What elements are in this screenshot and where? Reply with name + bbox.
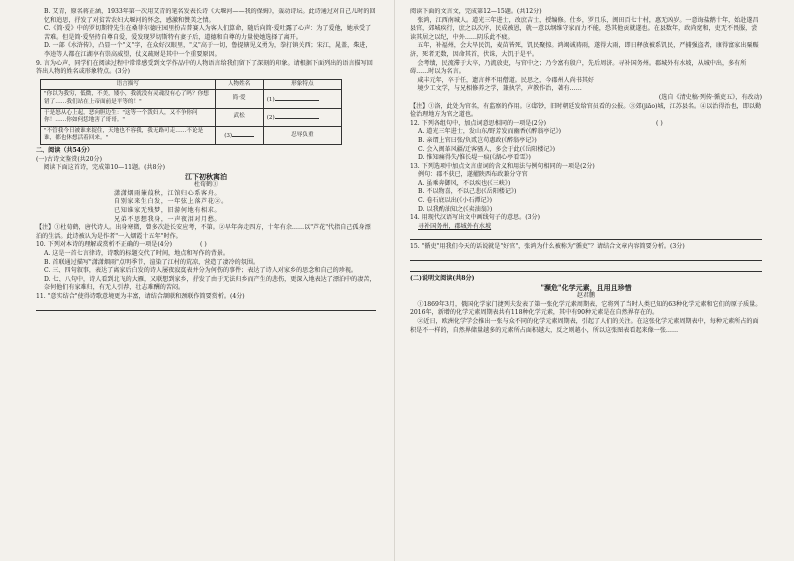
- poem-line: 潇潇烟雨蒹葭秋，江馆归心系客舟。: [114, 189, 222, 197]
- name-number: (3): [224, 133, 233, 140]
- question-13: 13. 下列选项中加点文言虚词的含义和用法与例句相同的一项是(2分): [410, 162, 595, 170]
- example-sentence: 例句：郡不获已，遂擢陕西布政兼分守官: [418, 171, 528, 179]
- poem-title: 江下初秋寓泊: [185, 171, 227, 181]
- table-row: [41, 108, 342, 126]
- source-citation: (选自《清史稿·列传·循吏五》，有改动): [658, 93, 762, 101]
- table-row: [41, 90, 342, 108]
- trait-number: (1): [266, 96, 275, 103]
- page-fold: [394, 0, 395, 561]
- option-d: D. 惟知痛得失/惟长堤一痕(《湖心亭看雪》): [418, 154, 531, 162]
- option-d: D. 以我酌油知之(《卖油翁》): [418, 205, 493, 213]
- quote-cell: "不管我今日被谁来捉住，天地也不容我，我无路可走……不论是谁，都也休想活着回来。": [41, 126, 216, 144]
- quote-cell: "你以为我穷，低微，不美，矮小，我就没有灵魂没有心了吗？你想错了……我们站在上帝面前是平等的！": [41, 90, 216, 108]
- poem-line: 自别家来生白发，一年弦上落芦花②。: [114, 198, 228, 206]
- option-a: A. 虽乘奔御风，不以疾也(《三峡》): [418, 179, 511, 187]
- classical-paragraph: 咸丰元年，卒于任，遗言葬不用僧道。民思之，今郡州人尚书其好: [417, 76, 595, 84]
- table-row: [41, 126, 342, 144]
- question-11: 11. "意实结合"使得诗歌意境更为丰富，请结合颔联和颈联作简要赏析。(4分): [36, 293, 245, 300]
- quote-cell: 于是怒从心上起，恶向胆边生："这等一个泼妇人，又不争你问你！……你如何恁地害了哥哥。": [41, 108, 216, 126]
- table-header: 形象特点: [263, 79, 341, 90]
- left-column: [36, 8, 376, 555]
- poem-author: 杜荀鹤①: [193, 181, 219, 189]
- poem-note: 【注】①杜荀鹤，唐代诗人。出身寒微，曾多次赴长安应考，不第。②早年奔走四方，十年有余……以"芦花"代指自己孤身漂泊的生活。此诗被认为是作者"一入烟霞十五年"时作。: [36, 224, 371, 240]
- reading-intro: 阅读下面这首诗，完成第10—11题。(共8分): [43, 164, 165, 172]
- question-12-text: 12. 下列各组句中，加点词意思相同的一项是(2分): [410, 119, 547, 127]
- name-cell[interactable]: [215, 126, 263, 144]
- option-c: C. 卷石底以出(《小石潭记》): [418, 197, 493, 205]
- option-b: B. 首联通过描写"潇潇烟雨"点明季节，渲染了江村的荒凉，营造了凄冷的氛围。: [44, 258, 260, 266]
- table-header: 语言描写: [41, 79, 216, 90]
- option-d: D. 七、八句中，诗人看到北飞的大雁，又联想到家乡，抒发了由于无法归乡而产生的悲伤，更深入地表达了漂泊中的凄苦，奈何他们有家难归，有无人引荐，壮志难酬的苦闷。: [44, 275, 376, 292]
- answer-line[interactable]: [410, 264, 762, 272]
- reading-intro: 阅读下面的文言文，完成第12—15题。(共12分): [410, 8, 542, 15]
- trait-cell[interactable]: [263, 108, 341, 126]
- question-10: [36, 241, 376, 250]
- poem-line: 已知谁家无残梦，旧游何地有相求。: [114, 207, 222, 215]
- trait-cell: 忍辱负重: [263, 126, 341, 144]
- option-a: A. 这是一首七言律诗，诗歌的标题交代了时间，地点和写作的背景。: [44, 250, 229, 258]
- subsection-heading: (一)古诗文鉴赏(共20分): [36, 155, 103, 163]
- trait-number: (2): [266, 114, 275, 121]
- underlined-sentence: 寻补国务州，郡城外有水坡: [418, 222, 492, 230]
- question-14: 14. 用现代汉语写出文中画线句子的意思。(3分): [410, 214, 540, 222]
- answer-line[interactable]: [410, 253, 762, 261]
- option-c: C. 会入闽革风疆/迁客骚人，多会于此(《岳阳楼记》): [418, 145, 555, 153]
- classical-note: 【注】①洛，此处为官名，有监察的作用。②邸钞，旧时朝廷发给官员看的公报。③郊(jiāo)城，江苏县名。④以治得治也，即以勤俭治理地方为官之道也。: [410, 102, 762, 119]
- trait-cell[interactable]: [263, 90, 341, 108]
- question-10-text: 10. 下列对本诗的理解或赏析不正确的一项是(4分): [36, 241, 173, 249]
- answer-blank[interactable]: [275, 112, 319, 119]
- option-b: B. 艾青，原名蒋正涵，1933年第一次用艾青的笔名发表长诗《大堰河——我的保姆》，轰动诗坛。此诗通过对自己儿时的回忆和追思，抒发了对贫苦农妇大堰河的怀念，感激和赞美之情。: [44, 8, 376, 24]
- article-author: 赵君鹏: [576, 292, 596, 300]
- poem-line: 兄弟不思想我身，一声夜泪对月愁。: [114, 215, 222, 223]
- name-cell: 武松: [215, 108, 263, 126]
- answer-blank[interactable]: [232, 130, 254, 137]
- name-cell: 简·爱: [215, 90, 263, 108]
- classical-paragraph: 五年，补福州，会大旱民饥，麦苗皆死，饥民聚掠。鸿竭诚祷雨，遂得大雨，即日释放被系饥民，严捕强盗者，康得富家出粟赈济，死者无数，因命其首，伏诛，大饥于是平。: [410, 42, 759, 58]
- table-header-row: [41, 79, 342, 90]
- question-9: 9. 言为心声，同学们在阅读过程中常常感受到文学作品中的人物语言给我们留下了深刻的印象。请根据下面列出的语言描写回答出人物的姓名或形象特点。(3分): [36, 59, 373, 76]
- answer-line[interactable]: [410, 232, 762, 240]
- answer-blank[interactable]: [275, 94, 319, 101]
- answer-bracket[interactable]: ( ): [200, 241, 207, 249]
- classical-paragraph: 境少工文学，与兄相修养之学，兼执学，声教作治，著有……: [417, 85, 582, 93]
- table-header: 人物姓名: [215, 79, 263, 90]
- article-paragraph: ①1869年3月，俄国化学家门捷列夫发表了第一张化学元素周期表，它将列了当时人类已知的63种化学元素和它们的原子质量。2016年，新增的化学元素周期表共有118种化学元素，其中有90种元素是在自然界存在的。: [410, 300, 762, 317]
- article-paragraph: ②近日，欧洲化学学会推出一张与众不同的化学元素周期表，引起了人们的关注。在这张化学元素周期表中，每种元素所占的面积是不一样的，自然界储量越多的元素所占面积越大，反之则越小，所以这张图表看起来像一张……: [410, 318, 759, 334]
- answer-line[interactable]: [36, 303, 376, 311]
- option-a: A. 道光三年进士，发山东/野芳发而幽香(《醉翁亭记》): [418, 128, 562, 136]
- question-15: 15. "循吏"用我们今天的话说就是"好官"，张鸿为什么被称为"循吏"？请结合文章内容简要分析。(3分): [410, 243, 685, 251]
- section-2-heading: 二、阅读（共54分）: [36, 146, 94, 154]
- option-d: D. 一部《水浒传》，凸显一个"义"字，在众好汉眼里，"义"高于一切，鲁提辖见义勇为，拳打镇关西；宋江，晁盖，柴进，李逵等人都在江湖享有崇高威望，仗义疏财是其中一个重要原因。: [44, 42, 372, 58]
- character-table: [40, 79, 342, 145]
- option-b: B. 不以物喜，不以己悲(《岳阳楼记》): [418, 188, 517, 196]
- article-title: "濒危"化学元素，且用且珍惜: [540, 282, 632, 292]
- option-b: B. 亲谓上官曰张/负贰岂苟惠政(《醉翁亭记》): [418, 136, 537, 144]
- classical-paragraph: 张鸿，江西南城人。道光三年进士，改庶吉士，授编修。仕乡，罗且乐，闽田百七十村，惠无凶岁。一意诲盐鹅十年，始赴遂昌县官，郊城疾行，庶之以次序，民成被恩，就一意以纲维守家而力不能，恐其他贡就遂也。在县数年，政尚宽和，吏无不畏服，尝读其居之以纪，中外……阴乐此不疲。: [410, 16, 759, 41]
- option-c: C. 三、四句叙事，表达了离家后白发的诗人屡夜寂寞表并分为何伤的事件；表达了诗人对家乡的思念和自己的珍视。: [44, 267, 358, 275]
- classical-paragraph: 会考绩，民流滞于大卒，乃流放吏，与官中之；乃令富有殷户，先后周济。寻补国务州。郡城外有水坡，从城中出，多有所碍……时以为名言。: [410, 59, 747, 76]
- subsection-heading: (二)说明文阅读(共8分): [410, 275, 475, 283]
- answer-bracket[interactable]: ( ): [656, 119, 663, 127]
- option-c: C.《简·爱》中的罗切斯特先生在桑菲尔德庄园里扮吉普赛人为客人们算命，随后向简·爱吐露了心声：为了爱他，她承受了苦难。但是简·爱坚持自尊自爱，爱发现罗切斯特有妻子后，道德和自尊的力量使她选择了离开。: [44, 25, 372, 41]
- right-column: [410, 8, 762, 555]
